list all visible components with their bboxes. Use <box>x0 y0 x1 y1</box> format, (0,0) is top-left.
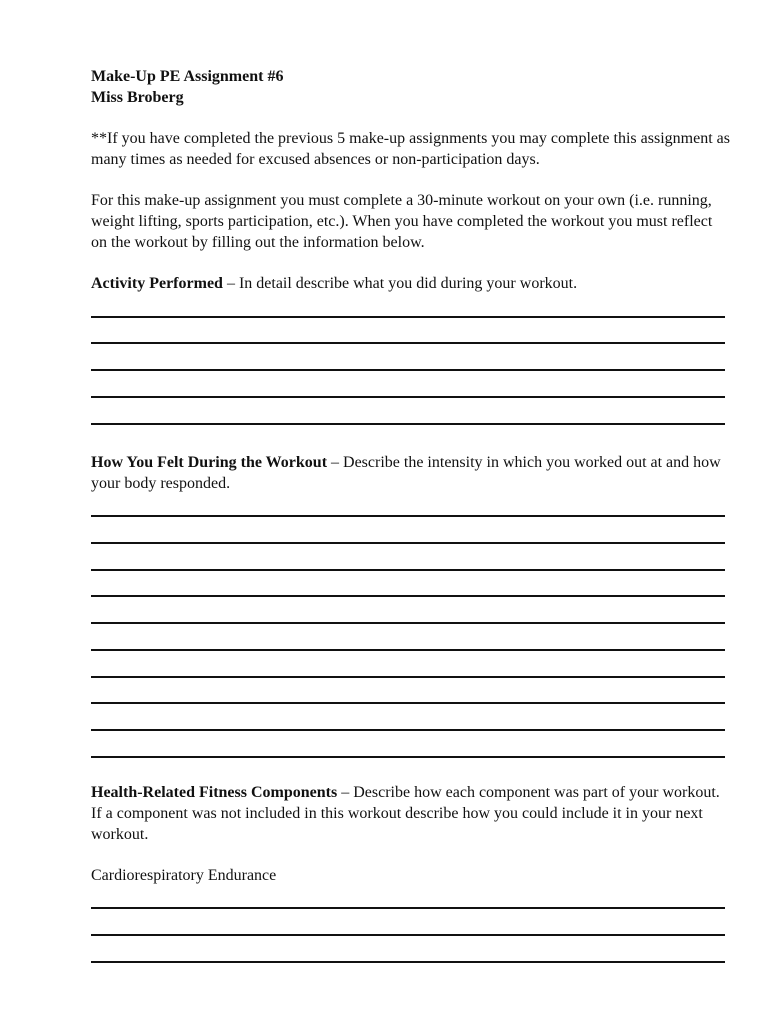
fitness-prompt: – Describe how each component was part of your workout. If a component was not included in this workout describe how you could include it in your next workout. <box>91 784 720 843</box>
activity-section-prompt <box>91 273 731 294</box>
feeling-answer-line[interactable] <box>91 542 725 544</box>
fitness-section-prompt <box>91 782 731 845</box>
activity-answer-line[interactable] <box>91 316 725 318</box>
fitness-heading: Health-Related Fitness Components <box>91 784 338 801</box>
feeling-answer-line[interactable] <box>91 756 725 758</box>
activity-answer-line[interactable] <box>91 396 725 398</box>
feeling-section-prompt <box>91 452 731 494</box>
activity-prompt: – In detail describe what you did during your workout. <box>222 275 578 292</box>
component-label-cardio: Cardiorespiratory Endurance <box>91 867 277 884</box>
feeling-answer-line[interactable] <box>91 649 725 651</box>
teacher-name: Miss Broberg <box>91 89 184 106</box>
activity-answer-line[interactable] <box>91 369 725 371</box>
activity-answer-line[interactable] <box>91 423 725 425</box>
activity-answer-line[interactable] <box>91 342 725 344</box>
feeling-answer-line[interactable] <box>91 595 725 597</box>
assignment-title: Make-Up PE Assignment #6 <box>91 68 284 85</box>
feeling-answer-line[interactable] <box>91 702 725 704</box>
header-block <box>91 66 283 108</box>
feeling-answer-line[interactable] <box>91 676 725 678</box>
activity-heading: Activity Performed <box>91 275 223 292</box>
repeat-note: **If you have completed the previous 5 make-up assignments you may complete this assignment as many times as needed for excused absences or non-participation days. <box>91 130 730 168</box>
feeling-answer-line[interactable] <box>91 569 725 571</box>
instructions: For this make-up assignment you must complete a 30-minute workout on your own (i.e. running, weight lifting, sports participation, etc.). When you have completed the workout you must reflect on the workout by filling out the information below. <box>91 192 713 251</box>
cardio-answer-line[interactable] <box>91 934 725 936</box>
cardio-answer-line[interactable] <box>91 907 725 909</box>
feeling-prompt: – Describe the intensity in which you worked out at and how your body responded. <box>91 454 721 492</box>
feeling-heading: How You Felt During the Workout <box>91 454 328 471</box>
feeling-answer-line[interactable] <box>91 515 725 517</box>
cardio-answer-line[interactable] <box>91 961 725 963</box>
feeling-answer-line[interactable] <box>91 622 725 624</box>
feeling-answer-line[interactable] <box>91 729 725 731</box>
